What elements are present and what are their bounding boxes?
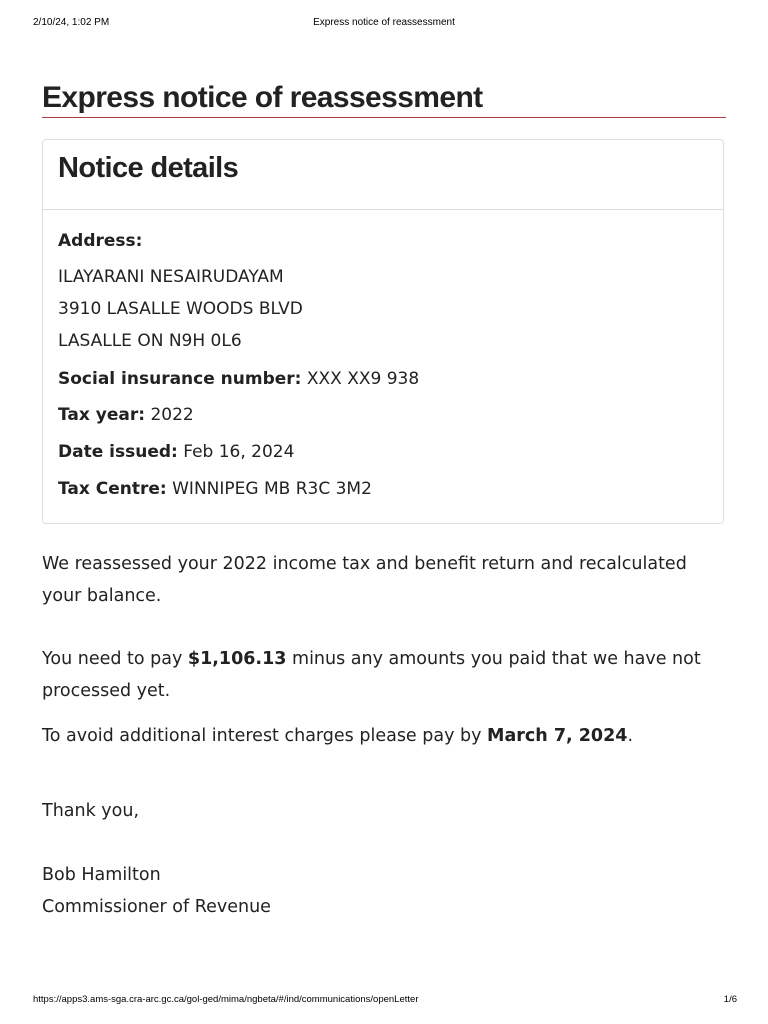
amount-owing: $1,106.13	[187, 649, 287, 669]
date-issued-row	[58, 441, 294, 463]
tax-year-label: Tax year:	[58, 405, 146, 425]
reassessed-paragraph: We reassessed your 2022 income tax and benefit return and recalculated your balance.	[42, 554, 687, 606]
sin-value: XXX XX9 938	[306, 369, 420, 389]
print-footer	[0, 994, 768, 1008]
sin-row	[58, 368, 419, 390]
signatory-title: Commissioner of Revenue	[42, 897, 271, 917]
page-indicator: 1/6	[723, 994, 737, 1005]
page-url: https://apps3.ams-sga.cra-arc.gc.ca/gol-ged/mima/ngbeta/#/ind/communications/openLetter	[33, 994, 419, 1005]
print-datetime: 2/10/24, 1:02 PM	[33, 17, 110, 28]
address-line-2: 3910 LASALLE WOODS BLVD	[58, 299, 303, 319]
closing-text: Thank you,	[42, 801, 140, 821]
payment-paragraph: You need to pay $1,106.13 minus any amounts you paid that we have not processed yet.	[42, 649, 701, 701]
notice-details-heading-bar	[43, 140, 723, 210]
page-title: Express notice of reassessment	[42, 80, 726, 118]
tax-year-row	[58, 404, 194, 426]
tax-centre-value: WINNIPEG MB R3C 3M2	[172, 479, 372, 499]
address-line-1: ILAYARANI NESAIRUDAYAM	[58, 267, 284, 287]
sin-label: Social insurance number:	[58, 369, 302, 389]
payment-due-date: March 7, 2024	[487, 726, 628, 746]
date-issued-value: Feb 16, 2024	[183, 442, 295, 462]
address-line-3: LASALLE ON N9H 0L6	[58, 331, 242, 351]
print-header	[0, 17, 768, 31]
date-issued-label: Date issued:	[58, 442, 178, 462]
tax-centre-label: Tax Centre:	[58, 479, 167, 499]
print-document-title: Express notice of reassessment	[313, 17, 455, 28]
signatory-name: Bob Hamilton	[42, 865, 161, 885]
tax-year-value: 2022	[150, 405, 194, 425]
notice-details-heading: Notice details	[58, 152, 239, 184]
address-label: Address:	[58, 231, 143, 251]
tax-centre-row	[58, 478, 372, 500]
notice-details-panel	[42, 139, 724, 524]
interest-paragraph: To avoid additional interest charges please pay by March 7, 2024.	[42, 726, 634, 746]
